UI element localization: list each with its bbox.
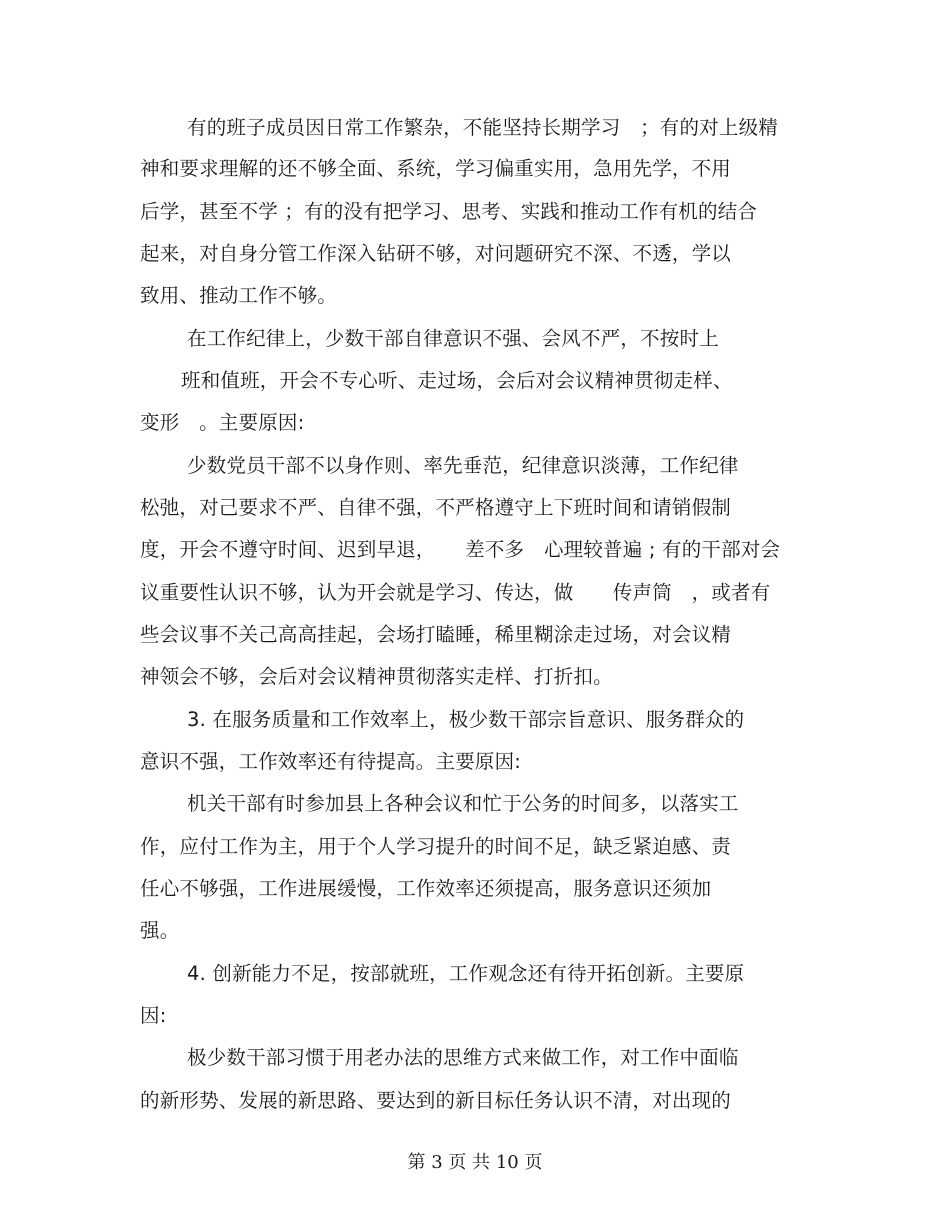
text-line: 在工作纪律上，少数干部自律意识不强、会风不严，不按时上 bbox=[187, 327, 719, 350]
text-line: 任心不够强，工作进展缓慢，工作效率还须提高，服务意识还须加 bbox=[140, 877, 712, 900]
text-line: 松弛，对己要求不严、自律不强，不严格遵守上下班时间和请销假制 bbox=[140, 496, 732, 519]
text-line: 后学，甚至不学 ；有的没有把学习、思考、实践和推动工作有机的结合 bbox=[140, 200, 758, 223]
text-line: 极少数干部习惯于用老办法的思维方式来做工作，对工作中面临 bbox=[187, 1046, 739, 1069]
text-line: 神领会不够，会后对会议精神贯彻落实走样、打折扣。 bbox=[140, 665, 613, 688]
text-line: 因: bbox=[140, 1004, 167, 1027]
text-line: 班和值班，开会不专心听、走过场，会后对会议精神贯彻走样、 bbox=[181, 369, 733, 392]
text-line: 3. 在服务质量和工作效率上，极少数干部宗旨意识、服务群众的 bbox=[187, 708, 745, 731]
text-line: 神和要求理解的还不够全面、系统，学习偏重实用，急用先学，不用 bbox=[140, 157, 732, 180]
text-line: 些会议事不关己高高挂起，会场打瞌睡，稀里糊涂走过场，对会议精 bbox=[140, 623, 732, 646]
text-line: 有的班子成员因日常工作繁杂，不能坚持长期学习 ；有的对上级精 bbox=[187, 116, 779, 139]
text-line: 机关干部有时参加县上各种会议和忙于公务的时间多，以落实工 bbox=[187, 792, 739, 815]
text-line: 4. 创新能力不足，按部就班，工作观念还有待开拓创新。主要原 bbox=[187, 962, 745, 985]
page-number-footer: 第 3 页 共 10 页 bbox=[407, 1152, 543, 1173]
text-line: 度，开会不遵守时间、迟到早退， 差不多 心理较普遍 ; 有的干部对会 bbox=[140, 538, 781, 561]
text-line: 起来，对自身分管工作深入钻研不够，对问题研究不深、不透，学以 bbox=[140, 242, 732, 265]
text-line: 议重要性认识不够，认为开会就是学习、传达，做 传声筒 ，或者有 bbox=[140, 581, 771, 604]
text-line: 作，应付工作为主，用于个人学习提升的时间不足，缺乏紧迫感、责 bbox=[140, 835, 732, 858]
text-line: 意识不强，工作效率还有待提高。主要原因: bbox=[140, 750, 522, 773]
text-line: 致用、推动工作不够。 bbox=[140, 284, 338, 307]
text-line: 的新形势、发展的新思路、要达到的新目标任务认识不清，对出现的 bbox=[140, 1089, 732, 1112]
text-line: 变形 。主要原因: bbox=[140, 411, 305, 434]
text-line: 少数党员干部不以身作则、率先垂范，纪律意识淡薄，工作纪律 bbox=[187, 454, 739, 477]
text-line: 强。 bbox=[140, 919, 180, 942]
